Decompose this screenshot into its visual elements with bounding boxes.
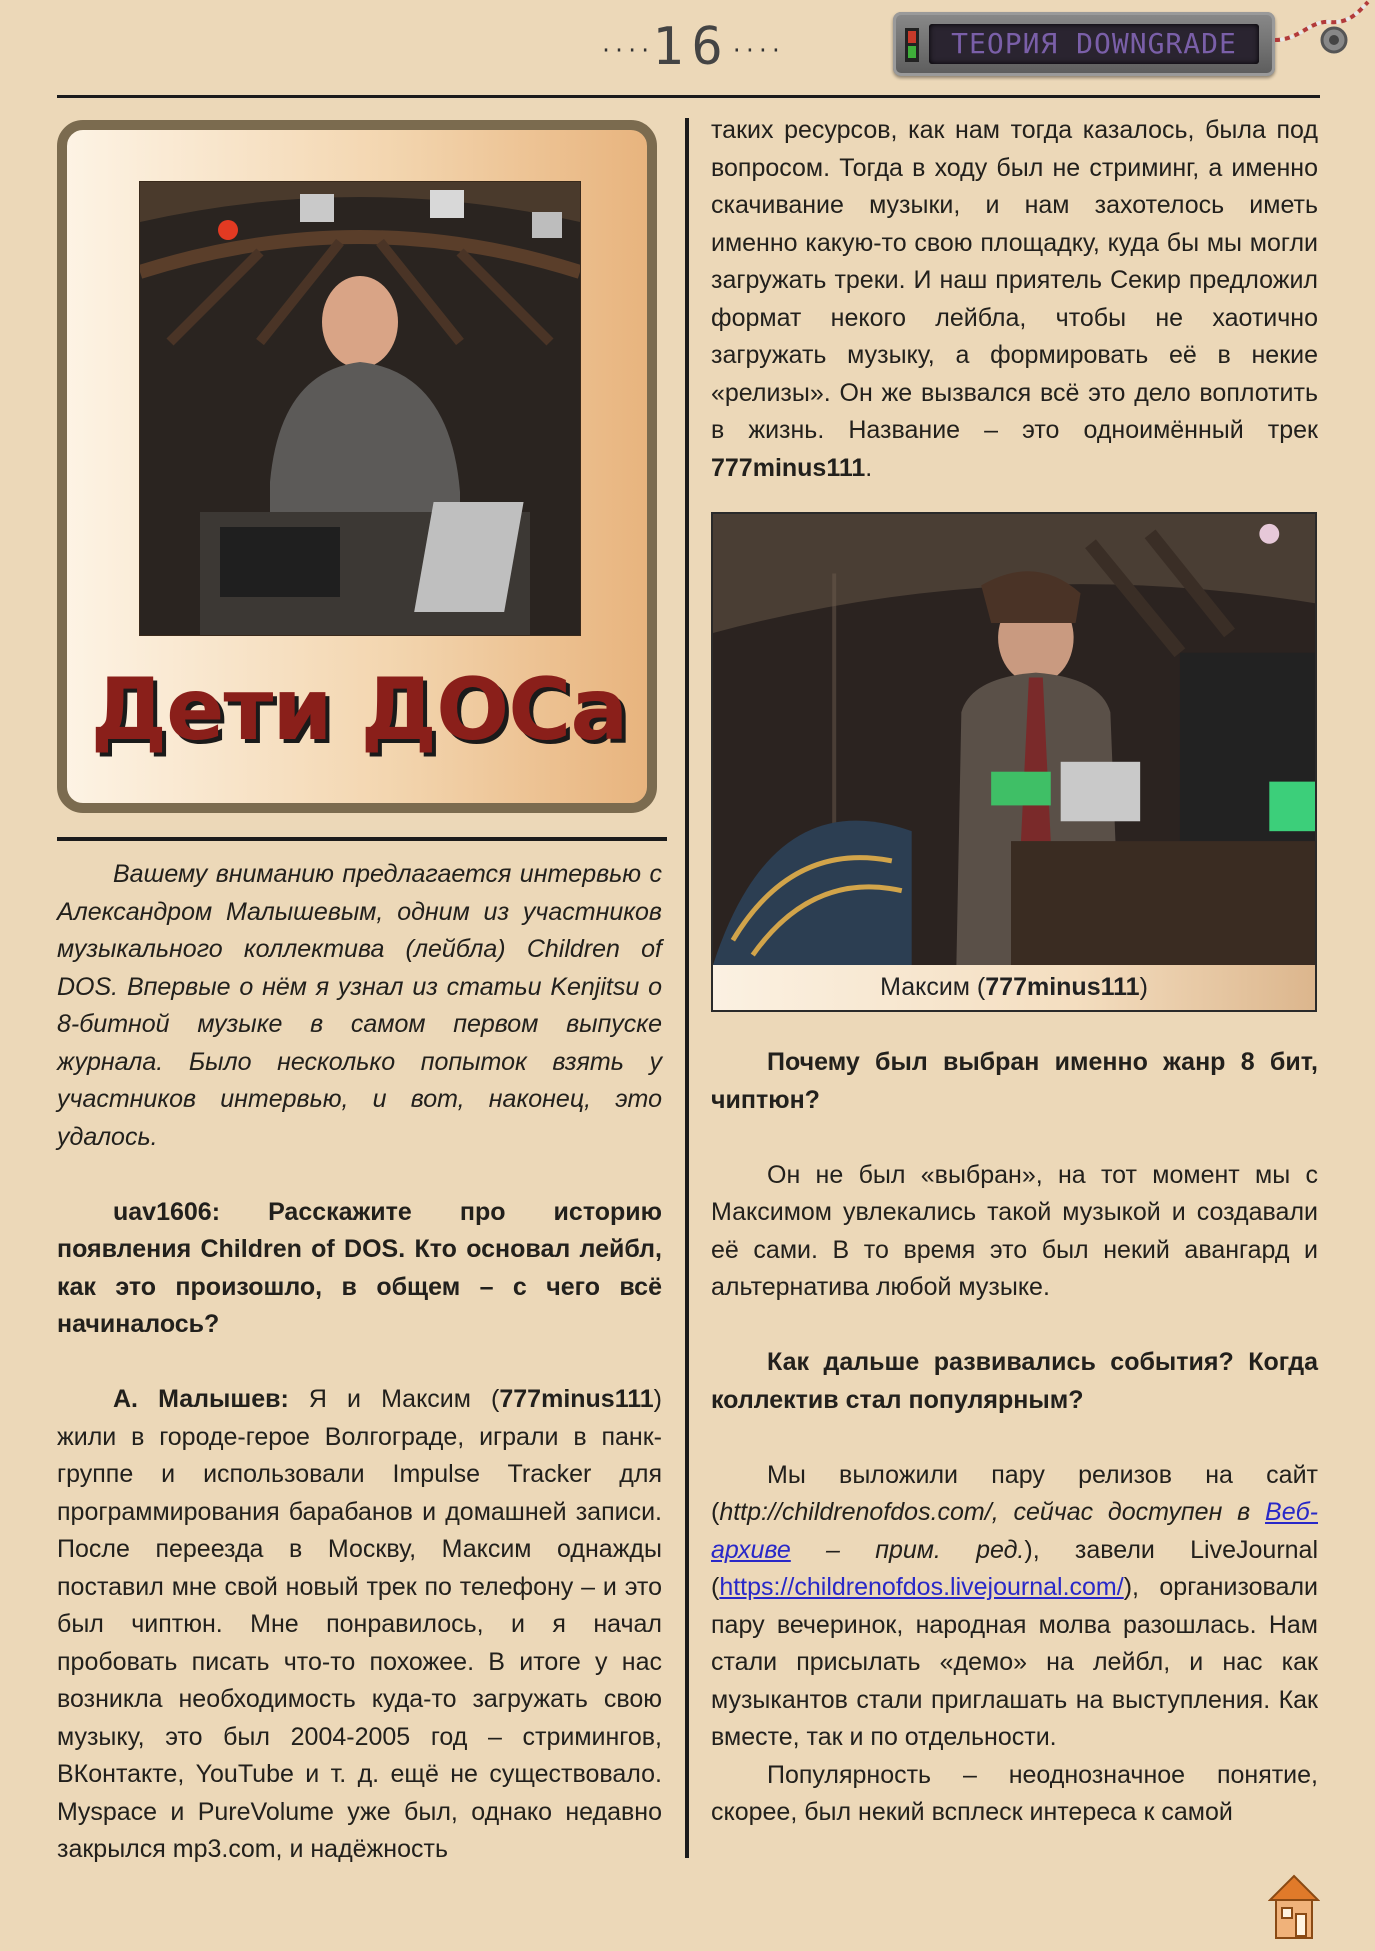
web-archive-link[interactable]: Веб-архиве <box>711 1498 1318 1564</box>
question-3: Как дальше развивались события? Когда коллектив стал популярным? <box>711 1348 1318 1414</box>
maxim-photo <box>711 512 1317 967</box>
column-divider <box>685 118 689 1858</box>
section-badge-label: ТЕОРИЯ DOWNGRADE <box>951 27 1237 60</box>
answer-1-continued: таких ресурсов, как нам тогда казалось, была под вопросом. Тогда в ходу был не стриминг, а именно скачивание музыки, и нам захотелось иметь именно какую-то свою площадку, куда бы мы могли загружать треки. И наш приятель Секир предложил формат некого лейбла, чтобы не хаотично загружать музыку, а формировать её в некие «релизы». Он же вызвался всё это дело воплотить в жизнь. Название – это одноимённый трек 777minus111. <box>711 116 1318 482</box>
answer-2: Он не был «выбран», на тот момент мы с Максимом увлекались такой музыкой и создавали её сами. В то время это был некий авангард и альтернатива любой музыке. <box>711 1160 1318 1301</box>
intro-paragraph: Вашему вниманию предлагается интервью с Александром Малышевым, одним из участников музыкального коллектива (лейбла) Children of DOS. Впервые о нём я узнал из статьи Kenjitsu о 8-битной музыке в самом первом выпуске журнала. Было несколько попыток взять у участников интервью, и вот, наконец, это удалось. <box>57 860 662 1151</box>
left-column-rule <box>57 837 667 841</box>
left-column <box>57 856 662 1869</box>
question-2: Почему был выбран именно жанр 8 бит, чиптюн? <box>711 1048 1318 1114</box>
cable-decoration <box>1270 0 1370 70</box>
page-number: ····16···· <box>600 17 783 77</box>
article-title: Дети ДОСа <box>90 660 628 760</box>
dj-photo <box>139 181 581 636</box>
section-badge <box>893 12 1275 76</box>
right-column-top <box>711 112 1318 487</box>
led-indicator-icon <box>905 28 919 62</box>
livejournal-link[interactable]: https://childrenofdos.livejournal.com/ <box>719 1573 1124 1601</box>
photo-caption: Максим (777minus111) <box>711 965 1317 1012</box>
question-1: uav1606: Расскажите про историю появления Children of DOS. Кто основал лейбл, как это произошло, в общем – с чего всё начиналось? <box>57 1197 662 1338</box>
answer-3-continued: Популярность – неоднозначное понятие, скорее, был некий всплеск интереса к самой <box>711 1760 1318 1826</box>
home-icon[interactable] <box>1268 1874 1320 1940</box>
answer-1: А. Малышев: Я и Максим (777minus111) жили в городе-герое Волгограде, играли в панк-группе и использовали Impulse Tracker для программирования барабанов и домашней записи. После переезда в Москву, Максим однажды поставил мне свой новый трек по телефону – и это был чиптюн. Мне понравилось, и я начал пробовать писать что-то похожее. В итоге у нас возникла необходимость куда-то загружать свою музыку, это был 2004-2005 год – стримингов, ВКонтакте, YouTube и т. д. ещё не существовало. Myspace и PureVolume уже был, однако недавно закрылся mp3.com, и надёжность <box>57 1385 662 1863</box>
header-rule <box>57 95 1320 98</box>
answer-3: Мы выложили пару релизов на сайт (http://childrenofdos.com/, сейчас доступен в Веб-архиве – прим. ред.), завели LiveJournal (https://childrenofdos.livejournal.com/), организовали пару вечеринок, народная молва разошлась. Нам стали присылать «демо» на лейбл, и нас как музыкантов стали приглашать на выступления. Как вместе, так и по отдельности. <box>711 1460 1319 1751</box>
right-column <box>711 1044 1318 1832</box>
